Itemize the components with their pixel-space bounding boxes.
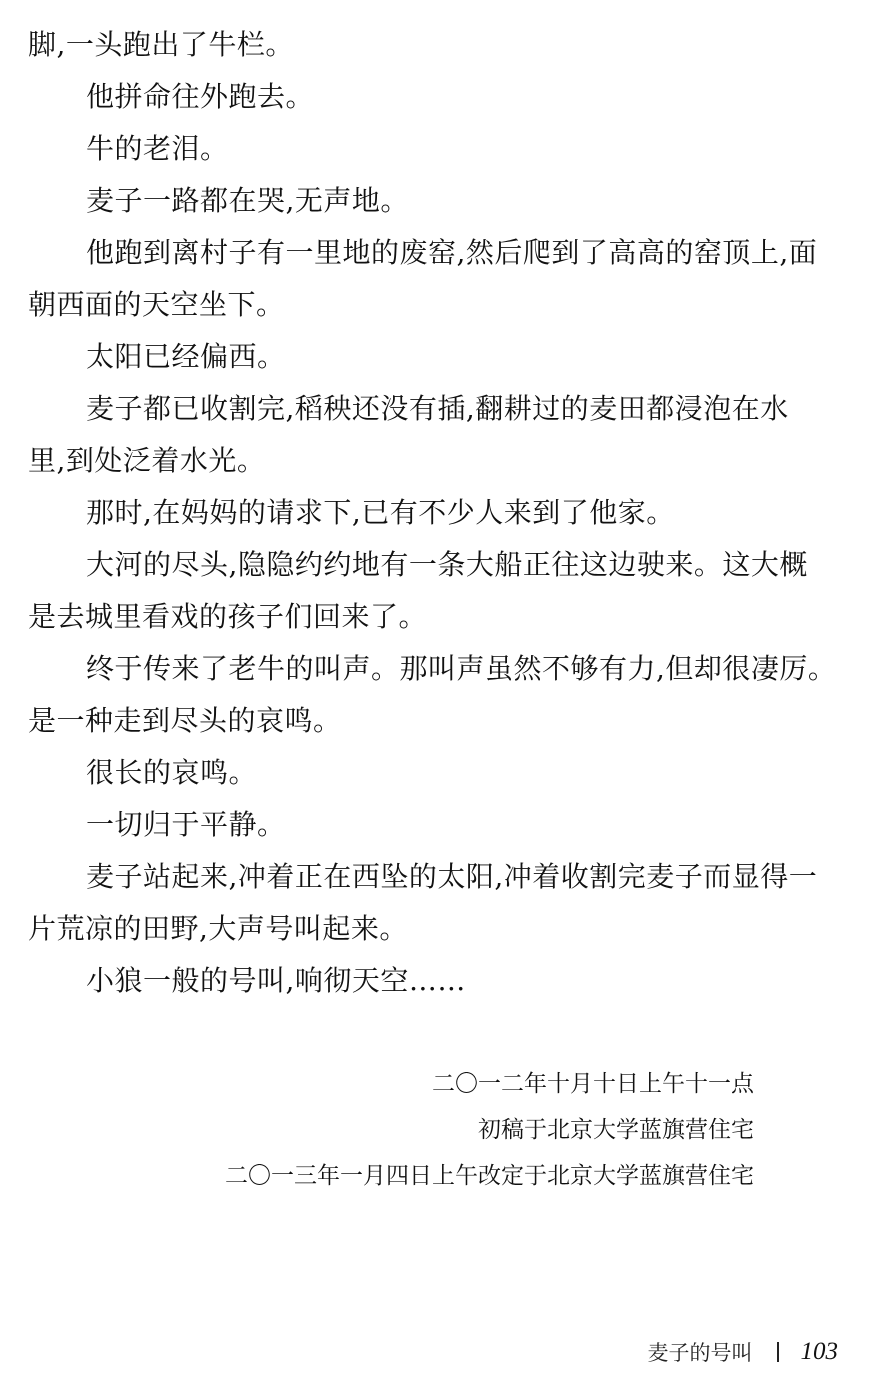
paragraph xyxy=(28,799,858,851)
body-text xyxy=(28,19,858,1007)
text-line: 他拼命往外跑去。 xyxy=(86,80,315,113)
text-line: 是一种走到尽头的哀鸣。 xyxy=(28,704,342,737)
page-number: 103 xyxy=(800,1338,838,1365)
paragraph xyxy=(28,19,858,71)
text-line: 朝西面的天空坐下。 xyxy=(28,288,285,321)
text-line: 终于传来了老牛的叫声。那叫声虽然不够有力,但却很凄厉。 xyxy=(86,652,837,685)
text-line: 一切归于平静。 xyxy=(86,808,286,841)
paragraph xyxy=(28,331,858,383)
paragraph xyxy=(28,643,858,747)
signature-block xyxy=(225,1064,754,1202)
text-line: 那时,在妈妈的请求下,已有不少人来到了他家。 xyxy=(86,496,675,529)
paragraph xyxy=(28,227,858,331)
signature-revision: 二〇一三年一月四日上午改定于北京大学蓝旗营住宅 xyxy=(225,1163,754,1189)
paragraph xyxy=(28,487,858,539)
text-line: 脚,一头跑出了牛栏。 xyxy=(28,28,294,61)
text-line: 太阳已经偏西。 xyxy=(86,340,286,373)
paragraph xyxy=(28,955,858,1007)
text-line: 片荒凉的田野,大声号叫起来。 xyxy=(28,912,408,945)
paragraph xyxy=(28,383,858,487)
text-line: 麦子都已收割完,稻秧还没有插,翻耕过的麦田都浸泡在水 xyxy=(86,392,789,425)
text-line: 大河的尽头,隐隐约约地有一条大船正往这边驶来。这大概 xyxy=(86,548,808,581)
paragraph xyxy=(28,539,858,643)
paragraph xyxy=(28,123,858,175)
text-line: 里,到处泛着水光。 xyxy=(28,444,266,477)
text-line: 他跑到离村子有一里地的废窑,然后爬到了高高的窑顶上,面 xyxy=(86,236,818,269)
paragraph xyxy=(28,747,858,799)
page-footer xyxy=(648,1333,839,1371)
text-line: 是去城里看戏的孩子们回来了。 xyxy=(28,600,428,633)
text-line: 麦子一路都在哭,无声地。 xyxy=(86,184,409,217)
running-title: 麦子的号叫 xyxy=(647,1341,753,1365)
text-line: 很长的哀鸣。 xyxy=(86,756,258,789)
signature-place: 初稿于北京大学蓝旗营住宅 xyxy=(478,1117,754,1143)
signature-date: 二〇一二年十月十日上午十一点 xyxy=(432,1071,754,1097)
text-line: 小狼一般的号叫,响彻天空…… xyxy=(86,964,466,997)
text-line: 牛的老泪。 xyxy=(86,132,229,165)
footer-divider xyxy=(777,1342,779,1362)
text-line: 麦子站起来,冲着正在西坠的太阳,冲着收割完麦子而显得一 xyxy=(86,860,818,893)
paragraph xyxy=(28,71,858,123)
paragraph xyxy=(28,851,858,955)
paragraph xyxy=(28,175,858,227)
